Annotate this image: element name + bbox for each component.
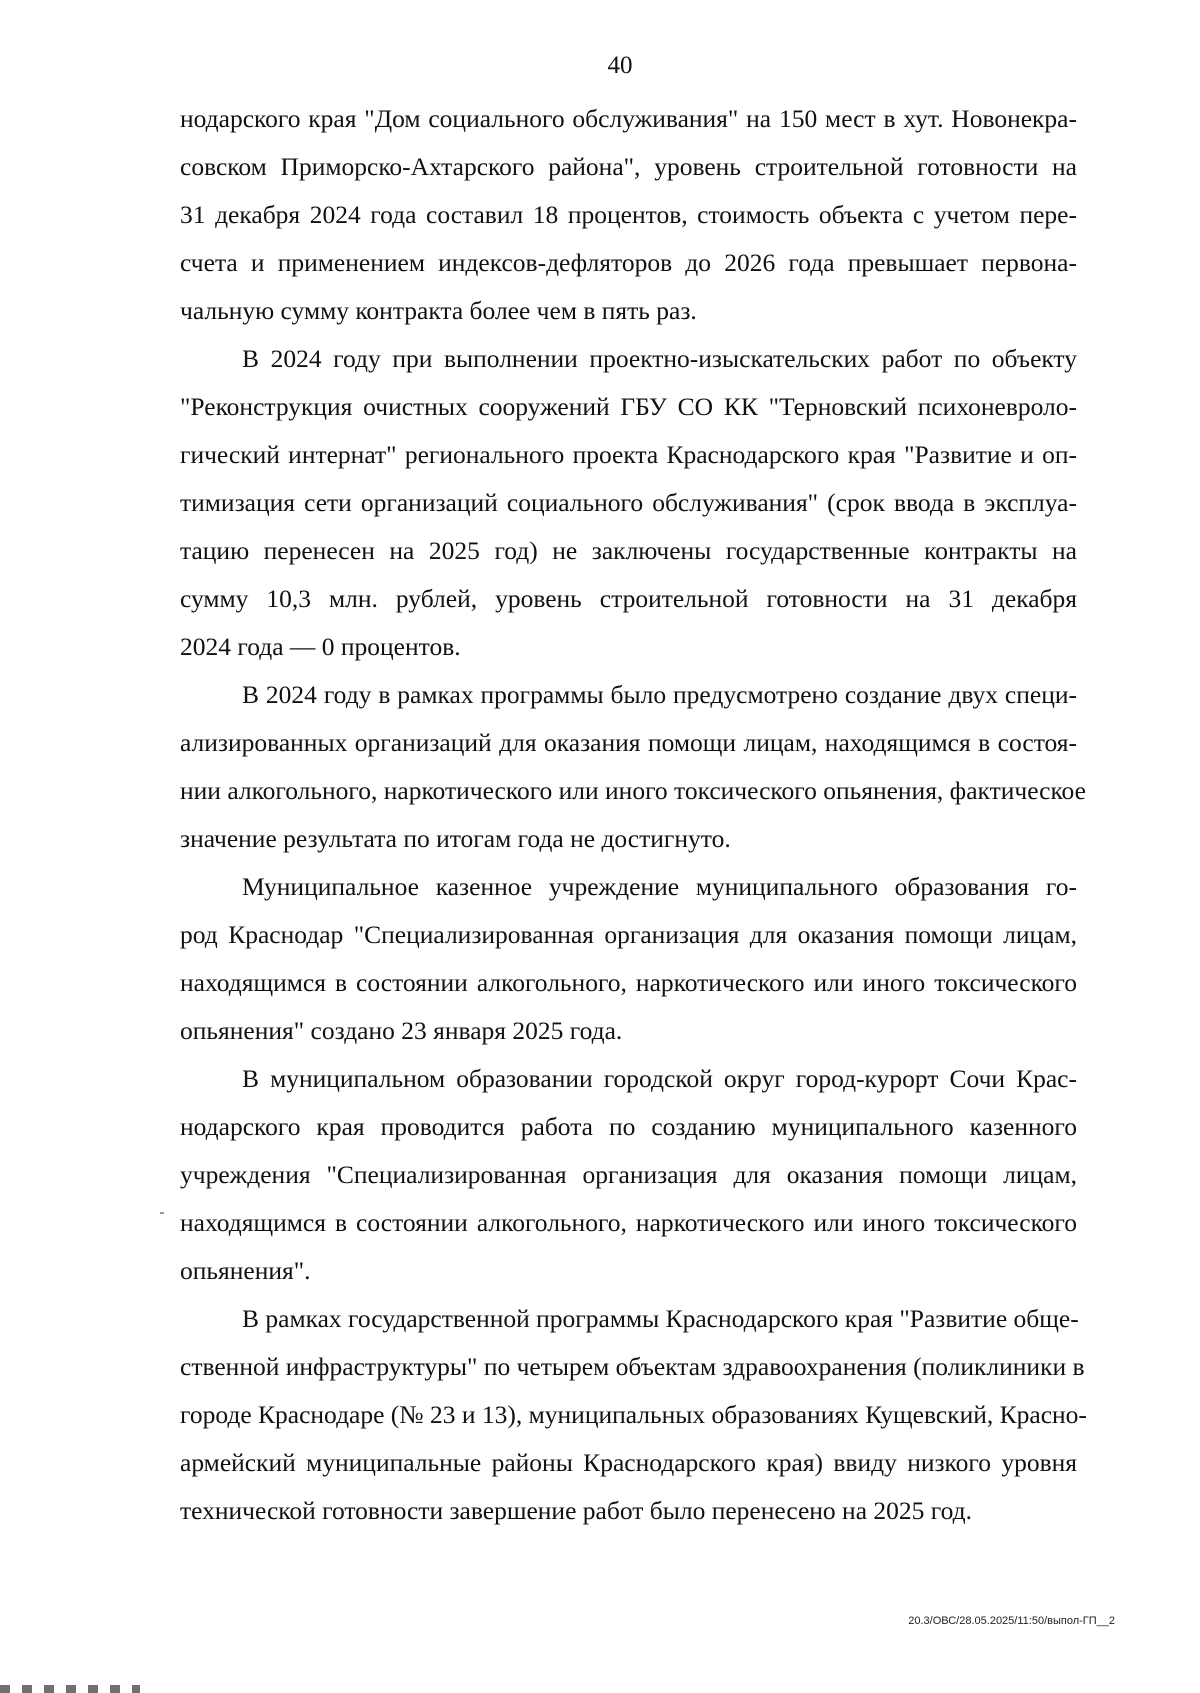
document-body <box>180 95 1087 1535</box>
text-line: находящимся в состоянии алкогольного, наркотического или иного токсического <box>180 968 1077 997</box>
text-line: ализированных организаций для оказания помощи лицам, находящимся в состоя- <box>180 728 1077 757</box>
paragraph-6 <box>180 1295 1087 1535</box>
text-line: чальную сумму контракта более чем в пять раз. <box>180 296 697 325</box>
text-line: В 2024 году в рамках программы было предусмотрено создание двух специ- <box>242 680 1077 709</box>
text-line: счета и применением индексов-дефляторов до 2026 года превышает первона- <box>180 248 1077 277</box>
page-number: 40 <box>607 52 633 79</box>
scan-mark <box>160 1212 164 1214</box>
text-line: нии алкогольного, наркотического или иного токсического опьянения, фактическое <box>180 776 1086 805</box>
text-line: армейский муниципальные районы Краснодарского края) ввиду низкого уровня <box>180 1448 1077 1477</box>
text-line: Муниципальное казенное учреждение муниципального образования го- <box>242 872 1077 901</box>
text-line: тимизация сети организаций социального обслуживания" (срок ввода в эксплуа- <box>180 488 1077 517</box>
text-line: сумму 10,3 млн. рублей, уровень строительной готовности на 31 декабря <box>180 584 1077 613</box>
text-line: род Краснодар "Специализированная организация для оказания помощи лицам, <box>180 920 1077 949</box>
text-line: В муниципальном образовании городской округ город-курорт Сочи Крас- <box>242 1064 1077 1093</box>
text-line: тацию перенесен на 2025 год) не заключены государственные контракты на <box>180 536 1077 565</box>
text-line: нодарского края проводится работа по созданию муниципального казенного <box>180 1112 1077 1141</box>
text-line: В рамках государственной программы Краснодарского края "Развитие обще- <box>242 1304 1079 1333</box>
text-line: "Реконструкция очистных сооружений ГБУ СО КК "Терновский психоневроло- <box>180 392 1077 421</box>
text-line: 31 декабря 2024 года составил 18 процентов, стоимость объекта с учетом пере- <box>180 200 1077 229</box>
paragraph-2 <box>180 335 1077 671</box>
text-line: технической готовности завершение работ было перенесено на 2025 год. <box>180 1496 972 1525</box>
paragraph-3 <box>180 671 1086 863</box>
paragraph-1 <box>180 95 1077 335</box>
text-line: 2024 года — 0 процентов. <box>180 632 461 661</box>
text-line: совском Приморско-Ахтарского района", уровень строительной готовности на <box>180 152 1077 181</box>
text-line: гический интернат" регионального проекта Краснодарского края "Развитие и оп- <box>180 440 1077 469</box>
text-line: ственной инфраструктуры" по четырем объектам здравоохранения (поликлиники в <box>180 1352 1085 1381</box>
text-line: В 2024 году при выполнении проектно-изыскательских работ по объекту <box>242 344 1077 373</box>
paragraph-4 <box>180 863 1077 1055</box>
document-stamp: 20.3/ОВС/28.05.2025/11:50/выпол-ГП__2 <box>908 1615 1115 1627</box>
text-line: опьянения". <box>180 1256 311 1285</box>
scan-edge-artifact <box>0 1685 140 1693</box>
paragraph-5 <box>180 1055 1077 1295</box>
text-line: нодарского края "Дом социального обслуживания" на 150 мест в хут. Новонекра- <box>180 104 1077 133</box>
text-line: опьянения" создано 23 января 2025 года. <box>180 1016 623 1045</box>
text-line: учреждения "Специализированная организация для оказания помощи лицам, <box>180 1160 1077 1189</box>
text-line: находящимся в состоянии алкогольного, наркотического или иного токсического <box>180 1208 1077 1237</box>
text-line: значение результата по итогам года не достигнуто. <box>180 824 731 853</box>
text-line: городе Краснодаре (№ 23 и 13), муниципальных образованиях Кущевский, Красно- <box>180 1400 1087 1429</box>
